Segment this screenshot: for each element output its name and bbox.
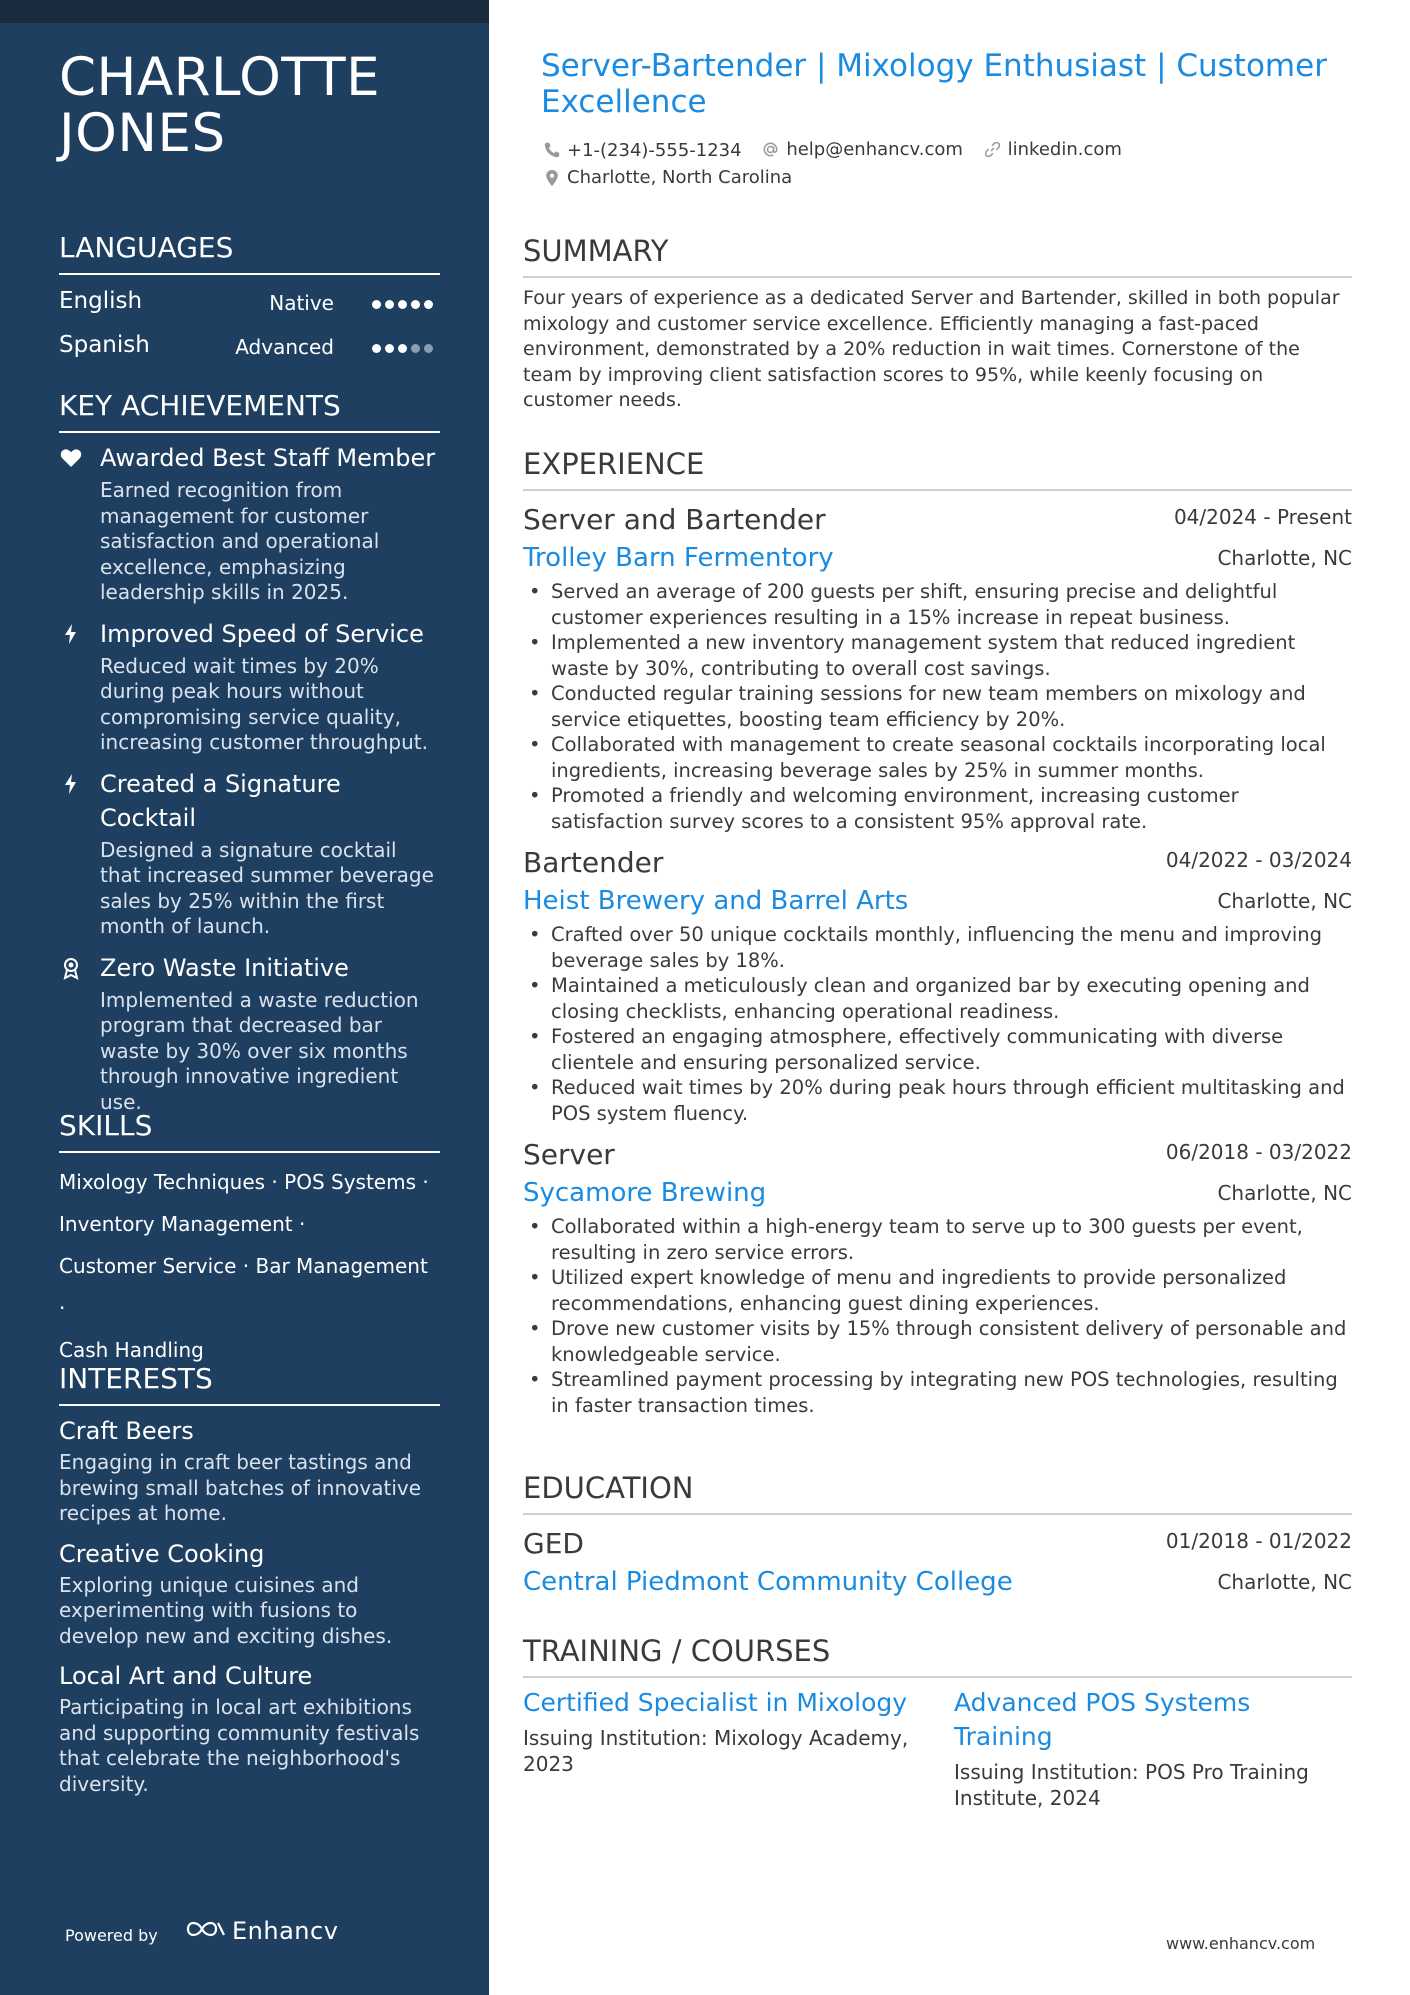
education-title: EDUCATION [523, 1470, 1352, 1515]
course-title: Advanced POS Systems Training [954, 1688, 1251, 1751]
dot-filled [385, 344, 394, 353]
job-company: Trolley Barn Fermentory [523, 543, 834, 573]
location-contact [543, 164, 792, 191]
job-location: Charlotte, NC [1217, 1181, 1352, 1205]
footer-url[interactable]: www.enhancv.com [1166, 1934, 1316, 1953]
heart-icon [59, 446, 83, 470]
job-company: Sycamore Brewing [523, 1178, 767, 1208]
dot-filled [372, 344, 381, 353]
lightning-icon [59, 622, 83, 646]
sidebar [0, 0, 489, 1995]
bullet-item: • Collaborated within a high-energy team to serve up to 300 guests per event, resulting in zero service errors. [523, 1214, 1352, 1265]
achievement-description: Implemented a waste reduction program that decreased bar waste by 30% over six months through innovative ingredient use. [100, 987, 419, 1114]
interests-title: INTERESTS [59, 1361, 440, 1406]
linkedin-contact[interactable] [983, 136, 1122, 163]
achievement-title: Created a Signature Cocktail [100, 769, 341, 832]
email-text[interactable]: help@enhancv.com [786, 139, 963, 160]
resume-headline: Server-Bartender | Mixology Enthusiast | Customer Excellence [541, 48, 1327, 120]
candidate-name: CHARLOTTE JONES [59, 47, 381, 164]
job-location: Charlotte, NC [1217, 546, 1352, 570]
job-role: Bartender [523, 846, 664, 879]
powered-by-label: Powered by [65, 1926, 158, 1945]
bullet-item: • Collaborated with management to create seasonal cocktails incorporating local ingredients, increasing beverage sales by 25% in summer months. [523, 732, 1352, 783]
enhancv-brand: Enhancv [232, 1917, 339, 1945]
education-degree: GED [523, 1527, 584, 1560]
language-level: Native [269, 291, 334, 315]
achievements-section [59, 388, 440, 1126]
achievement-description: Earned recognition from management for customer satisfaction and operational excellence, emphasizing leadership skills in 2025. [100, 478, 380, 604]
job-role: Server and Bartender [523, 503, 826, 536]
experience-title: EXPERIENCE [523, 446, 1352, 491]
language-proficiency-dots [368, 338, 440, 354]
summary-title: SUMMARY [523, 233, 1352, 278]
bullet-item: • Conducted regular training sessions for new team members on mixology and service etiquettes, boosting team efficiency by 20%. [523, 681, 1352, 732]
achievement-title: Improved Speed of Service [100, 619, 424, 648]
course-description: Issuing Institution: Mixology Academy, 2023 [523, 1726, 909, 1776]
linkedin-text[interactable]: linkedin.com [1007, 139, 1122, 160]
lightning-icon [59, 772, 83, 796]
course-description: Issuing Institution: POS Pro Training Institute, 2024 [954, 1760, 1309, 1810]
language-row [59, 327, 440, 371]
language-level: Advanced [235, 335, 334, 359]
bullet-item: • Served an average of 200 guests per shift, ensuring precise and delightful customer experiences resulting in a 15% increase in repeat business. [523, 579, 1352, 630]
interest-title: Local Art and Culture [59, 1662, 313, 1690]
language-name: Spanish [59, 332, 150, 358]
dot-filled [398, 300, 407, 309]
skills-title: SKILLS [59, 1108, 440, 1153]
email-contact[interactable] [761, 136, 963, 163]
education-dates: 01/2018 - 01/2022 [1165, 1529, 1352, 1553]
interest-title: Craft Beers [59, 1417, 194, 1445]
enhancv-logo-icon [184, 1917, 228, 1941]
course-title: Certified Specialist in Mixology [523, 1688, 908, 1717]
dot-filled [411, 300, 420, 309]
interest-item [59, 1537, 440, 1650]
summary-text: Four years of experience as a dedicated Server and Bartender, skilled in both popular mixology and customer service excellence. Efficiently managing a fast-paced environment, demonstrated by a 20% reduction in wait times. Cornerstone of the team by improving client satisfaction scores to 95%, while keenly focusing on customer needs. [523, 287, 1340, 411]
achievement-item [59, 441, 440, 606]
skills-line: Mixology Techniques · POS Systems · [59, 1170, 429, 1194]
bullet-item: • Crafted over 50 unique cocktails monthly, influencing the menu and improving beverage sales by 18%. [523, 922, 1352, 973]
education-school: Central Piedmont Community College [523, 1567, 1013, 1597]
job-bullets [523, 579, 1352, 834]
job-dates: 06/2018 - 03/2022 [1165, 1140, 1352, 1164]
skills-section [59, 1108, 440, 1371]
dot-empty [411, 344, 420, 353]
achievements-title: KEY ACHIEVEMENTS [59, 388, 440, 433]
job-entry [523, 1134, 1352, 1418]
job-location: Charlotte, NC [1217, 889, 1352, 913]
achievement-item [59, 767, 440, 940]
job-company: Heist Brewery and Barrel Arts [523, 886, 909, 916]
dot-filled [385, 300, 394, 309]
interest-title: Creative Cooking [59, 1539, 265, 1568]
interest-description: Exploring unique cuisines and experimenting with fusions to develop new and exciting dishes. [59, 1572, 393, 1648]
location-pin-icon [543, 169, 561, 187]
achievement-item [59, 951, 440, 1116]
education-entry [523, 1523, 1352, 1603]
skills-line: Inventory Management · [59, 1212, 306, 1236]
job-entry [523, 842, 1352, 1126]
bullet-item: • Implemented a new inventory management system that reduced ingredient waste by 30%, contributing to overall cost savings. [523, 630, 1352, 681]
dot-empty [424, 344, 433, 353]
course-list [523, 1686, 1352, 1810]
interests-section [59, 1361, 440, 1807]
dot-filled [424, 300, 433, 309]
education-section [523, 1470, 1352, 1611]
training-title: TRAINING / COURSES [523, 1633, 1352, 1678]
bullet-item: • Maintained a meticulously clean and organized bar by executing opening and closing checklists, enhancing operational readiness. [523, 973, 1352, 1024]
phone-text: +1-(234)-555-1234 [567, 139, 742, 161]
education-location: Charlotte, NC [1217, 1570, 1352, 1594]
dot-filled [372, 300, 381, 309]
job-role: Server [523, 1138, 615, 1171]
sidebar-top-bar [0, 0, 489, 23]
bullet-item: • Reduced wait times by 20% during peak hours through efficient multitasking and POS system fluency. [523, 1075, 1352, 1126]
job-dates: 04/2024 - Present [1173, 505, 1352, 529]
bullet-item: • Utilized expert knowledge of menu and ingredients to provide personalized recommendations, enhancing guest dining experiences. [523, 1265, 1352, 1316]
interest-description: Engaging in craft beer tastings and brewing small batches of innovative recipes at home. [59, 1450, 422, 1525]
course-item [954, 1686, 1354, 1811]
summary-section [523, 233, 1352, 414]
dot-filled [398, 344, 407, 353]
experience-section [523, 446, 1352, 1426]
interest-item [59, 1659, 440, 1797]
achievement-description: Reduced wait times by 20% during peak hours without compromising service quality, increasing customer throughput. [100, 653, 428, 754]
location-text: Charlotte, North Carolina [567, 167, 793, 188]
job-dates: 04/2022 - 03/2024 [1165, 848, 1352, 872]
achievement-item [59, 617, 440, 756]
job-bullets [523, 922, 1352, 1126]
training-section [523, 1633, 1352, 1810]
job-bullets [523, 1214, 1352, 1418]
bullet-item: • Drove new customer visits by 15% through consistent delivery of personable and knowledgeable service. [523, 1316, 1352, 1367]
languages-title: LANGUAGES [59, 230, 440, 275]
bullet-item: • Promoted a friendly and welcoming environment, increasing customer satisfaction survey scores to a consistent 95% approval rate. [523, 783, 1352, 834]
language-name: English [59, 288, 143, 314]
achievement-title: Awarded Best Staff Member [100, 444, 436, 472]
at-icon [761, 140, 780, 159]
achievement-title: Zero Waste Initiative [100, 953, 349, 982]
link-icon [983, 140, 1002, 159]
job-entry [523, 499, 1352, 834]
skills-line: Customer Service · Bar Management · [59, 1254, 428, 1320]
skills-line: Cash Handling [59, 1338, 204, 1362]
phone-icon [543, 141, 561, 159]
bullet-item: • Fostered an engaging atmosphere, effectively communicating with diverse clientele and ensuring personalized service. [523, 1024, 1352, 1075]
bullet-item: • Streamlined payment processing by integrating new POS technologies, resulting in faster transaction times. [523, 1367, 1352, 1418]
award-icon [59, 956, 83, 980]
language-row [59, 283, 440, 327]
languages-section [59, 230, 440, 371]
contact-info [543, 136, 1343, 192]
interest-description: Participating in local art exhibitions and supporting community festivals that celebrate the neighborhood's diversity. [59, 1695, 420, 1796]
interest-item [59, 1414, 440, 1527]
phone-contact [543, 137, 742, 164]
language-proficiency-dots [368, 294, 440, 310]
course-item [523, 1686, 923, 1777]
achievement-description: Designed a signature cocktail that increased summer beverage sales by 25% within the first month of launch. [100, 837, 434, 938]
